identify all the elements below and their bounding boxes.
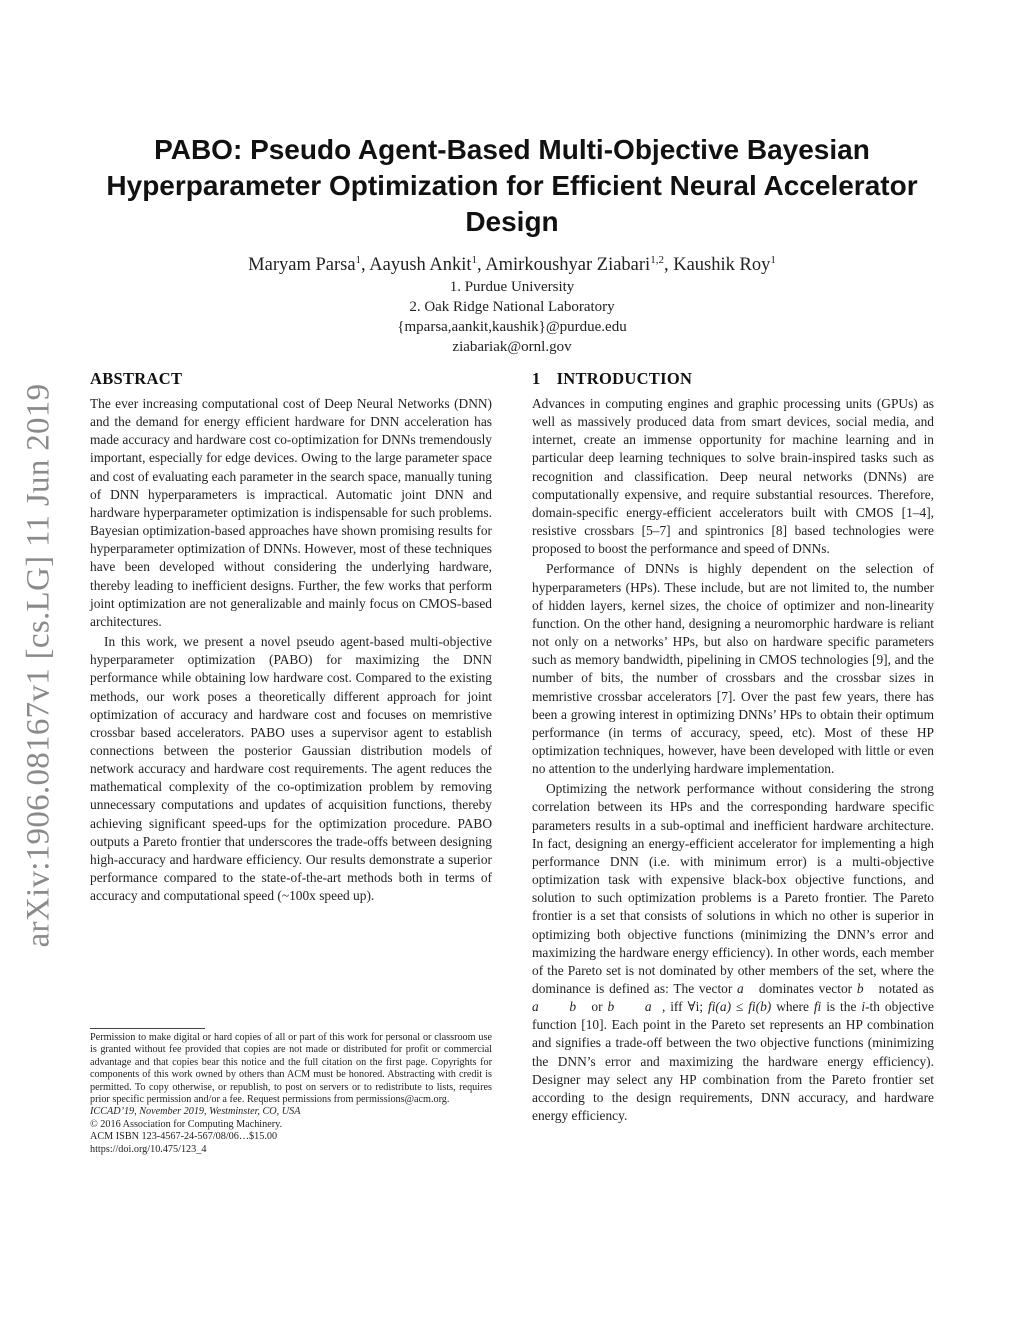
author-name: Amirkoushyar Ziabari (485, 255, 651, 275)
doi-link[interactable]: https://doi.org/10.475/123_4 (90, 1143, 207, 1155)
abstract-heading: ABSTRACT (90, 369, 183, 388)
abstract-section (90, 369, 492, 905)
section-title: INTRODUCTION (556, 369, 693, 388)
intro-text: or (591, 999, 603, 1015)
conference-line: ICCAD’19, November 2019, Westminster, CO, USA (90, 1106, 301, 1118)
copyright-line: © 2016 Association for Computing Machinery. (90, 1118, 283, 1130)
footnote-divider (90, 1028, 205, 1029)
author-affiliation-mark: 1 (770, 253, 776, 266)
abstract-paragraph: The ever increasing computational cost of Deep Neural Networks (DNN) and the demand for energy efficient hardware for DNN acceleration has made accuracy and hardware cost co-optimization for DNNs tremendously important, especially for edge devices. Owing to the large parameter space and cost of evaluating each parameter in the search space, manually tuning of DNN hyperparameters is impractical. Automatic joint DNN and hardware hyperparameter optimization is indispensable for such problems. Bayesian optimization-based approaches have shown promising results for hyperparameter optimization of DNNs. However, most of these techniques have been developed without considering the underlying hardware, thereby leading to inefficient designs. Further, the few works that perform joint optimization are not generalizable and mainly focus on CMOS-based architectures. (90, 396, 492, 629)
intro-text: dominates vector (758, 981, 853, 996)
intro-text: where (776, 999, 809, 1015)
intro-text: -th objective function [10]. Each point in the Pareto set represents an HP combination and signifies a trade-off between the two objective functions (minimizing the DNN’s error and maximizing the hardware energy efficiency). Designer may select any HP combination from the Pareto frontier set according to the design requirements, DNN accuracy, and hardware energy efficiency. (532, 999, 934, 1124)
email-line[interactable]: {mparsa,aankit,kaushik}@purdue.edu (397, 319, 627, 335)
author-name: Kaushik Roy (673, 255, 771, 275)
math-condition: fi(a) ≤ fi(b) (707, 999, 772, 1015)
author-list: Maryam Parsa$^1$, Aayush Ankit$^1$, Amirkoushyar Ziabari$^{1,2}$, Kaushik Roy$^1$ (248, 253, 776, 275)
arxiv-identifier: arXiv:1906.08167v1 [cs.LG] 11 Jun 2019 (20, 383, 57, 947)
math-dominance: b⃗ ≺ a⃗ (607, 999, 662, 1015)
paper-title: PABO: Pseudo Agent-Based Multi-Objective Bayesian Hyperparameter Optimization for Efficient Neural Accelerator Design (106, 134, 918, 237)
intro-paragraph: Advances in computing engines and graphic processing units (GPUs) as well as massively produced data from smart devices, social media, and internet, create an immense opportunity for machine learning and in particular deep learning techniques to solve brain-inspired tasks such as recognition and classification. Deep neural networks (DNNs) are computationally expensive, and require substantial resources. Therefore, domain-specific energy-efficient accelerators built with CMOS [1–4], resistive crossbars [5–7] and spintronics [8] based technologies were proposed to boost the performance and speed of DNNs. (532, 396, 934, 557)
arxiv-stamp (4, 360, 74, 970)
intro-paragraph: Performance of DNNs is highly dependent on the selection of hyperparameters (HPs). These include, but are not limited to, the number of hidden layers, kernel sizes, the choice of optimizer and non-linearity function. On the other hand, designing a neuromorphic hardware is reliant not only on a networks’ HPs, but also on hardware specific parameters such as memory bandwidth, pipelining in CMOS technologies [9], and the number of bits, the number of crossbars and the crossbar sizes in memristive crossbar accelerators [7]. Over the past few years, there has been a growing interest in optimizing DNNs’ HPs to obtain their optimum performance (in terms of accuracy, speed, etc). Most of these HP optimization techniques, however, have been developed with little or even no attention to the underlying hardware implementation. (532, 561, 934, 777)
affiliation-line: 2. Oak Ridge National Laboratory (409, 299, 615, 315)
introduction-section (532, 369, 934, 1125)
abstract-paragraph: In this work, we present a novel pseudo agent-based multi-objective hyperparameter optimization (PABO) for maximizing the DNN performance while obtaining low hardware cost. Compared to the existing methods, our work poses a theoretically different approach for joint optimization of accuracy and hardware cost and focuses on memristive crossbar based accelerators. PABO uses a supervisor agent to establish connections between the posterior Gaussian distribution models of network accuracy and hardware cost requirements. The agent reduces the mathematical complexity of the co-optimization problem by removing unnecessary computations and updates of acquisition functions, thereby achieving significant speed-ups for the optimization procedure. PABO outputs a Pareto frontier that underscores the trade-offs between designing high-accuracy and hardware efficiency. Our results demonstrate a superior performance compared to the state-of-the-art methods both in terms of accuracy and computational speed (~100x speed up). (90, 634, 492, 904)
intro-text: notated as (878, 981, 934, 996)
permission-notice: Permission to make digital or hard copies of all or part of this work for personal or classroom use is granted without fee provided that copies are not made or distributed for profit or commercial advantage and that copies bear this notice and the full citation on the first page. Copyrights for components of this work owned by others than ACM must be honored. Abstracting with credit is permitted. To copy otherwise, or republish, to post on servers or to redistribute to lists, requires prior specific permission and/or a fee. Request permissions from permissions@acm.org. (90, 1032, 492, 1106)
math-dominance: a⃗ ≻ b⃗ (532, 999, 587, 1015)
author-name: Maryam Parsa (248, 255, 356, 275)
math-function: fi (813, 999, 822, 1015)
intro-text: is the (826, 999, 857, 1015)
introduction-heading (532, 369, 934, 389)
section-number: 1 (532, 369, 541, 388)
copyright-footnote (90, 1032, 492, 1156)
author-name: Aayush Ankit (369, 255, 472, 275)
intro-paragraph: Optimizing the network performance without considering the strong correlation between its HPs and the corresponding hardware specific parameters results in a sub-optimal and inefficient hardware architecture. In fact, designing an energy-efficient accelerator for implementing a high performance DNN (i.e. with minimum error) is a multi-objective optimization task with expensive black-box objective functions, and solution to such optimization problems is a Pareto frontier. The Pareto frontier is a set that consists of solutions in which no other is superior in optimizing both objective functions (minimizing the DNN’s error and maximizing the hardware energy efficiency). In other words, each member of the Pareto set is not dominated by other members of the set, where the dominance is defined as: The vector a⃗ dominates vector b⃗ notated as a⃗ ≻ b⃗ or b⃗ ≺ a⃗, iff ∀i; fi(a) ≤ fi(b) where fi is the i-th objective function [10]. Each point in the Pareto set represents an HP combination and signifies a trade-off between the two objective functions (minimizing the DNN’s error and maximizing the hardware energy efficiency). Designer may select any HP combination from the Pareto frontier set according to the design requirements, DNN accuracy, and hardware energy efficiency. (532, 781, 934, 1124)
author-affiliation-mark: 1 (355, 253, 362, 266)
email-line[interactable]: ziabariak@ornl.gov (452, 339, 572, 355)
author-affiliation-mark: 1,2 (650, 253, 664, 266)
intro-text: Optimizing the network performance without considering the strong correlation between its HPs and the corresponding hardware specific parameters results in a sub-optimal and inefficient hardware architecture. In fact, designing an energy-efficient accelerator for implementing a high performance DNN (i.e. with minimum error) is a multi-objective optimization task with expensive black-box objective functions, and solution to such optimization problems is a Pareto frontier. The Pareto frontier is a set that consists of solutions in which no other is superior in optimizing both objective functions (minimizing the DNN’s error and maximizing the hardware energy efficiency). In other words, each member of the Pareto set is not dominated by other members of the set, where the dominance is defined as: The vector (532, 781, 934, 996)
math-index: i (861, 999, 866, 1015)
math-vector-b: b⃗ (856, 981, 874, 996)
intro-text: iff ∀i; (670, 999, 704, 1015)
math-vector-a: a⃗ (737, 981, 755, 996)
isbn-line: ACM ISBN 123-4567-24-567/08/06…$15.00 (90, 1131, 278, 1143)
author-affiliation-mark: 1 (471, 253, 478, 266)
affiliation-line: 1. Purdue University (449, 279, 575, 295)
